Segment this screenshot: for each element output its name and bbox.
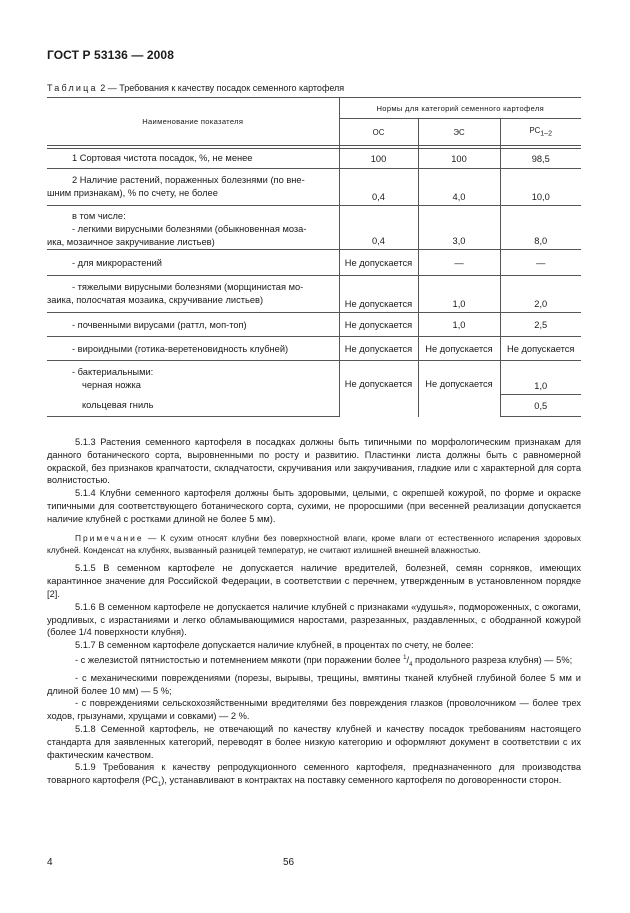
fraction-denominator: 4 bbox=[409, 661, 413, 668]
paragraph-5-1-9 bbox=[47, 761, 581, 791]
row-value: 1,0 bbox=[500, 361, 581, 395]
norms-header: Нормы для категорий семенного картофеля bbox=[339, 98, 581, 119]
row-value: 0,5 bbox=[500, 395, 581, 417]
row-value: 1,0 bbox=[418, 313, 500, 337]
row-value: 2,0 bbox=[500, 276, 581, 313]
text-part: ), устанавливают в контрактах на поставку семенного картофеля по договоренности сторон. bbox=[161, 775, 562, 786]
table-row bbox=[47, 337, 581, 361]
table-row bbox=[47, 250, 581, 276]
row-name-line: - бактериальными: bbox=[72, 367, 154, 377]
category-rs-main: РС bbox=[529, 126, 541, 136]
row-name: - вироидными (готика-веретеновидность клубней) bbox=[47, 337, 339, 361]
row-value: 8,0 bbox=[500, 206, 581, 250]
body-text bbox=[47, 436, 581, 792]
text-part: - с железистой пятнистостью и потемнением мякоти (при поражении более bbox=[75, 655, 404, 666]
table-row bbox=[47, 206, 581, 250]
row-name-line: - легкими вирусными болезнями (обыкновенная моза- bbox=[72, 224, 307, 234]
row-value: 4,0 bbox=[418, 169, 500, 206]
row-name: - для микрорастений bbox=[47, 250, 339, 276]
paragraph-5-1-7-c: - с повреждениями сельскохозяйственными вредителями без повреждения глазков (проволочником — более трех ходов, грызунами, хрущами и совками) — 2 %. bbox=[47, 698, 581, 722]
note-text: — К сухим относят клубни без поверхностной влаги, кроме влаги от естественного испарения здоровых клубней. Конденсат на клубнях, вызванный разницей температур, не считают излишней внешней влажностью. bbox=[47, 532, 581, 555]
row-name bbox=[47, 169, 339, 206]
table-caption-label: Таблица bbox=[47, 83, 98, 93]
row-value: — bbox=[500, 250, 581, 276]
paragraph-5-1-7-b: - с механическими повреждениями (порезы, вырывы, трещины, вмятины тканей клубней глубиной более 5 мм и длиной более 10 мм) — 5 %; bbox=[47, 672, 581, 696]
row-value: 2,5 bbox=[500, 313, 581, 337]
page-number-left: 4 bbox=[47, 857, 53, 868]
row-name-line: ика, мозаичное закручивание листьев) bbox=[47, 237, 215, 247]
row-value: 98,5 bbox=[531, 153, 550, 164]
row-name bbox=[47, 276, 339, 313]
table-row bbox=[47, 313, 581, 337]
row-name-line: - тяжелыми вирусными болезнями (морщинистая мо- bbox=[72, 282, 304, 292]
row-name-line: в том числе: bbox=[72, 211, 126, 221]
row-value: 1,0 bbox=[418, 276, 500, 313]
requirements-table bbox=[47, 97, 581, 417]
row-value: Не допускается bbox=[339, 337, 418, 361]
table-row bbox=[47, 276, 581, 313]
paragraph-5-1-3: 5.1.3 Растения семенного картофеля в посадках должны быть типичными по морфологическим признакам для данного ботанического сорта, выровненными по росту и развитию. Пластинки листа должны быть с равномерной окраской, без признаков крапчатости, складчатости, скручивания или закручивания, гладкие или с характерной для сорта волнистостью. bbox=[47, 437, 581, 486]
row-name bbox=[47, 361, 339, 395]
row-value: 100 bbox=[418, 149, 500, 169]
row-value: — bbox=[418, 250, 500, 276]
table-row bbox=[47, 361, 581, 395]
row-value: Не допускается bbox=[500, 337, 581, 361]
category-es: ЭС bbox=[418, 119, 500, 146]
row-value: 100 bbox=[339, 149, 418, 169]
row-name bbox=[47, 206, 339, 250]
row-name: 1 Сортовая чистота посадок, %, не менее bbox=[47, 149, 339, 169]
row-name: - почвенными вирусами (раттл, моп-топ) bbox=[47, 313, 339, 337]
row-value: Не допускается bbox=[339, 361, 418, 417]
text-part: 5.1.9 Требования к качеству репродукционного семенного картофеля, предназначенного для производства товарного картофеля (РС bbox=[47, 762, 581, 786]
paragraph-5-1-6: 5.1.6 В семенном картофеле не допускается наличие клубней с признаками «удушья», подмороженных, с ожогами, уродливых, с израстаниями и легко обламывающимися наростами, разрезанных, раздавленных, с ободранной кожурой (более 1/4 поверхности клубня). bbox=[47, 601, 581, 638]
row-name: кольцевая гниль bbox=[47, 395, 339, 417]
table-caption bbox=[47, 83, 344, 93]
row-value: Не допускается bbox=[339, 276, 418, 313]
table-caption-number: 2 bbox=[100, 83, 106, 93]
paragraph-5-1-7-a: - с железистой пятнистостью и потемнением мякоти (при поражении более $^1/_4$ продольного разреза клубня) — 5%; bbox=[75, 654, 573, 668]
row-value: Не допускается bbox=[418, 337, 500, 361]
row-name-line: черная ножка bbox=[82, 380, 141, 390]
row-name-line: 2 Наличие растений, пораженных болезнями (по вне- bbox=[72, 175, 305, 185]
paragraph-5-1-8: 5.1.8 Семенной картофель, не отвечающий по качеству клубней и качеству посадок требованиям настоящего стандарта для заявленных категорий, переводят в более низкую категорию и оформляют документ в соответствии с их фактическим качеством. bbox=[47, 723, 581, 760]
row-value: Не допускается bbox=[339, 313, 418, 337]
row-value: 0,4 bbox=[339, 169, 418, 206]
standard-header: ГОСТ Р 53136 — 2008 bbox=[47, 48, 174, 62]
table-row bbox=[47, 169, 581, 206]
subscript: 1 bbox=[157, 781, 162, 788]
row-value: Не допускается bbox=[418, 361, 500, 417]
paragraph-5-1-4: 5.1.4 Клубни семенного картофеля должны быть здоровыми, целыми, с окрепшей кожурой, по форме и окраске типичными для соответствующего ботанического сорта, сухими, не проросшими (при весенней реализации допускается наличие клубней с ростками длиной не более 5 мм). bbox=[47, 488, 581, 524]
col-name-header: Наименование показателя bbox=[47, 98, 339, 146]
table-row bbox=[47, 395, 581, 417]
fraction-numerator: 1 bbox=[403, 654, 407, 661]
row-value: 0,4 bbox=[339, 206, 418, 250]
row-value: 3,0 bbox=[418, 206, 500, 250]
table-row bbox=[47, 149, 581, 169]
category-rs bbox=[500, 119, 581, 146]
paragraph-5-1-5: 5.1.5 В семенном картофеле не допускается наличие вредителей, болезней, семян сорняков, имеющих карантинное значение для Российской Федерации, в соответствии с перечнем, утвержденным в установленном порядке [2]. bbox=[47, 563, 581, 599]
page-number-center: 56 bbox=[283, 857, 295, 868]
category-os: ОС bbox=[339, 119, 418, 146]
row-value: 10,0 bbox=[500, 169, 581, 206]
category-rs-sub: 1–2 bbox=[540, 130, 552, 138]
row-name-line: шним признакам), % по счету, не более bbox=[47, 188, 218, 198]
text-part: продольного разреза клубня) — 5%; bbox=[412, 655, 573, 666]
row-name-line: заика, полосчатая мозаика, скручивание листьев) bbox=[47, 295, 264, 305]
note bbox=[47, 532, 581, 557]
note-label: Примечание bbox=[75, 532, 144, 543]
table-caption-title: — Требования к качеству посадок семенного картофеля bbox=[107, 83, 345, 93]
row-value: Не допускается bbox=[339, 250, 418, 276]
paragraph-5-1-7: 5.1.7 В семенном картофеле допускается наличие клубней, в процентах по счету, не более: bbox=[75, 640, 474, 651]
